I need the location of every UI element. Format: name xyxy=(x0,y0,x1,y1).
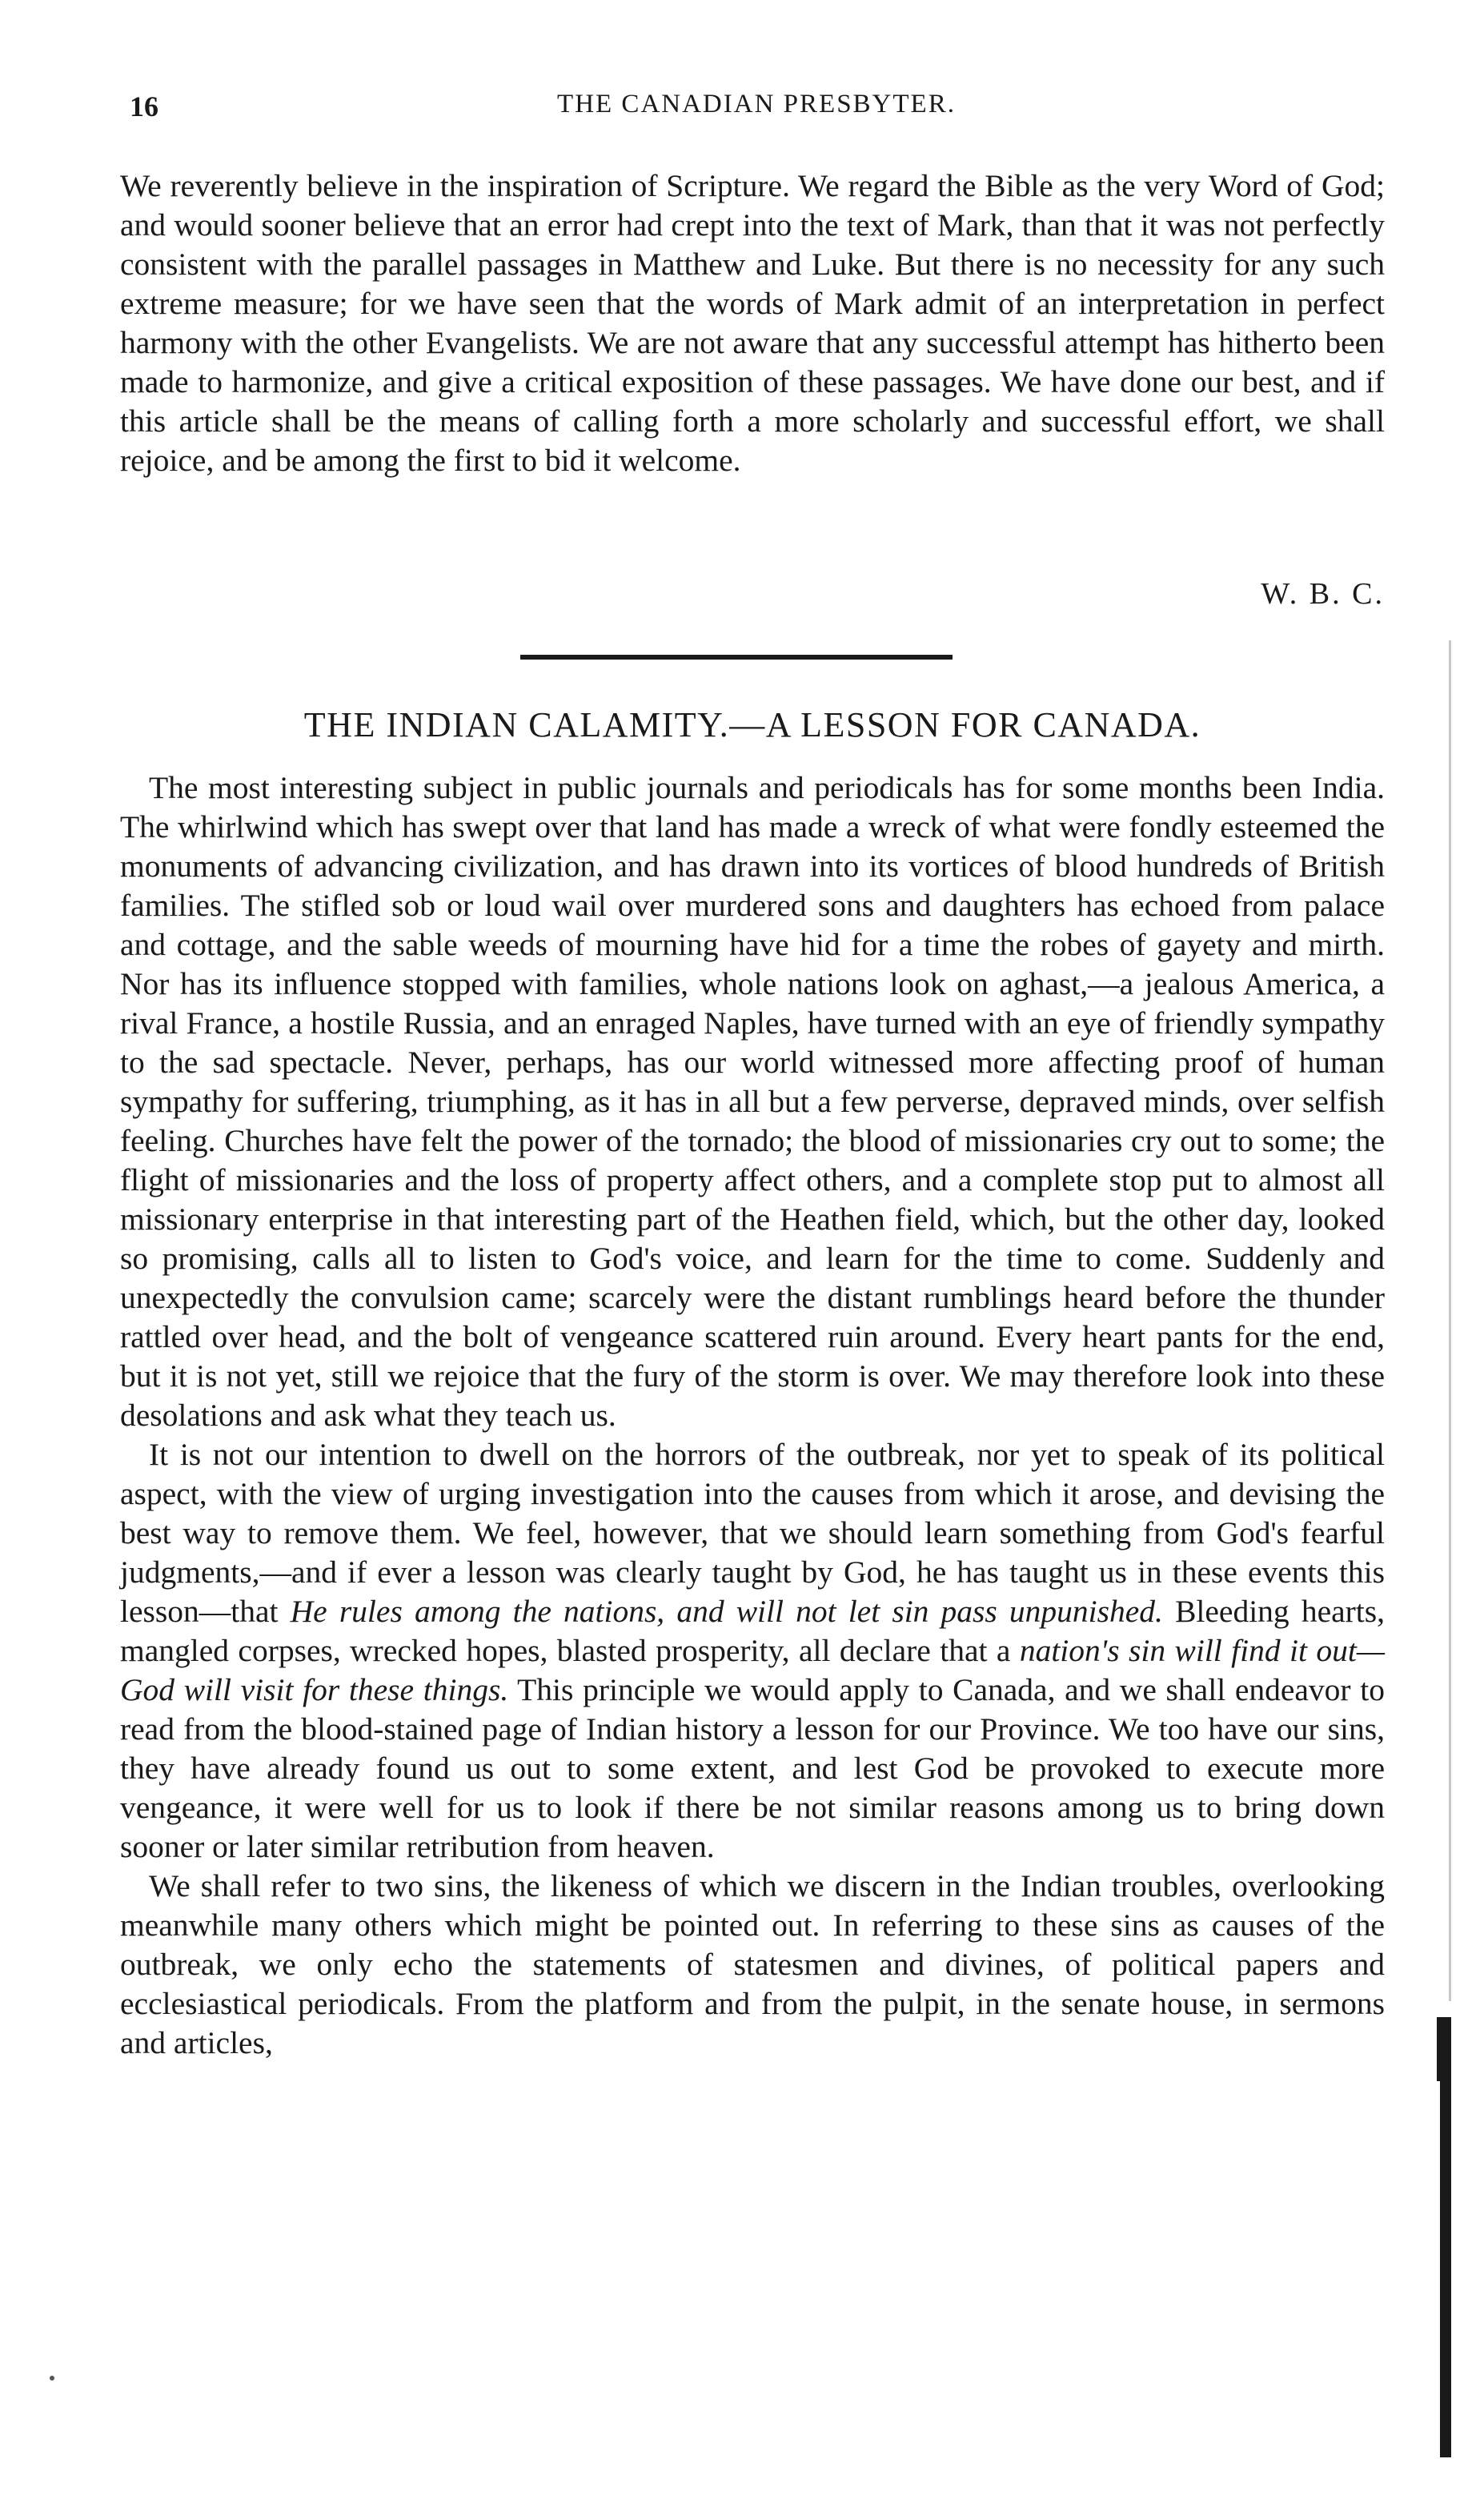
preceding-article-text xyxy=(120,166,1385,480)
scan-speck xyxy=(50,2376,54,2381)
scan-margin-bar xyxy=(1440,2081,1451,2457)
article-title: THE INDIAN CALAMITY.—A LESSON FOR CANADA. xyxy=(303,705,1201,744)
paragraph-2-end: This principle we would apply to Canada, and we shall endeavor to read from the blood-stained page of Indian history a lesson for our Province. We too have our sins, they have already found us out to some extent, and lest God be provoked to execute more vengeance, it were well for us to look if there be not similar reasons among us to bring down sooner or later similar retribution from heaven. xyxy=(120,1672,1385,1864)
page-edge-line xyxy=(1449,640,1451,2001)
article-paragraph-3: We shall refer to two sins, the likeness of which we discern in the Indian troubles, overlooking meanwhile many others which might be pointed out. In referring to these sins as causes of the outbreak, we only echo the statements of statesmen and divines, of political papers and ecclesiastical periodicals. From the platform and from the pulpit, in the senate house, in sermons and articles, xyxy=(120,1868,1385,2060)
section-divider-rule xyxy=(520,655,953,660)
preceding-article-paragraph: We reverently believe in the inspiration of Scripture. We regard the Bible as the very Word of God; and would sooner believe that an error had crept into the text of Mark, than that it was not perfectly consistent with the parallel passages in Matthew and Luke. But there is no necessity for any such extreme measure; for we have seen that the words of Mark admit of an interpretation in perfect harmony with the other Evangelists. We are not aware that any successful attempt has hitherto been made to harmonize, and give a critical exposition of these passages. We have done our best, and if this article shall be the means of calling forth a more scholarly and successful effort, we shall rejoice, and be among the first to bid it welcome. xyxy=(120,168,1385,478)
page-number: 16 xyxy=(130,90,158,122)
scan-margin-mark xyxy=(1437,2017,1451,2081)
article-body xyxy=(120,768,1385,2063)
paragraph-2-middle: Bleeding hearts, mangled corpses, wrecked hopes, blasted prosperity, all declare that a xyxy=(120,1594,1386,1668)
paragraph-2-start: It is not our intention to dwell on the horrors of the outbreak, nor yet to speak of its political aspect, with the view of urging investigation into the causes from which it arose, and devising the best way to remove them. We feel, however, that we should learn something from God's fearful judgments,—and if ever a lesson was clearly taught by God, he has taught us in these events this lesson—that xyxy=(120,1437,1385,1629)
author-signature: W. B. C. xyxy=(1261,577,1385,611)
paragraph-2-italic-1: He rules among the nations, and will not let sin pass unpunished. xyxy=(290,1594,1163,1629)
journal-title: THE CANADIAN PRESBYTER. xyxy=(557,90,956,118)
running-head xyxy=(120,90,1393,138)
paragraph-2-italic-2: nation's sin will find it out—God will visit for these things. xyxy=(120,1633,1385,1707)
article-paragraph-1: The most interesting subject in public journals and periodicals has for some months been India. The whirlwind which has swept over that land has made a wreck of what were fondly esteemed the monuments of advancing civilization, and has drawn into its vortices of blood hundreds of British families. The stifled sob or loud wail over murdered sons and daughters has echoed from palace and cottage, and the sable weeds of mourning have hid for a time the robes of gayety and mirth. Nor has its influence stopped with families, whole nations look on aghast,—a jealous America, a rival France, a hostile Russia, and an enraged Naples, have turned with an eye of friendly sympathy to the sad spectacle. Never, perhaps, has our world witnessed more affecting proof of human sympathy for suffering, triumphing, as it has in all but a few perverse, depraved minds, over selfish feeling. Churches have felt the power of the tornado; the blood of missionaries cry out to some; the flight of missionaries and the loss of property affect others, and a complete stop put to almost all missionary enterprise in that interesting part of the Heathen field, which, but the other day, looked so promising, calls all to listen to God's voice, and learn for the time to come. Suddenly and unexpectedly the convulsion came; scarcely were the distant rumblings heard before the thunder rattled over head, and the bolt of vengeance scattered ruin around. Every heart pants for the end, but it is not yet, still we rejoice that the fury of the storm is over. We may therefore look into these desolations and ask what they teach us. xyxy=(120,770,1385,1433)
article-paragraph-2 xyxy=(120,1435,1385,1867)
